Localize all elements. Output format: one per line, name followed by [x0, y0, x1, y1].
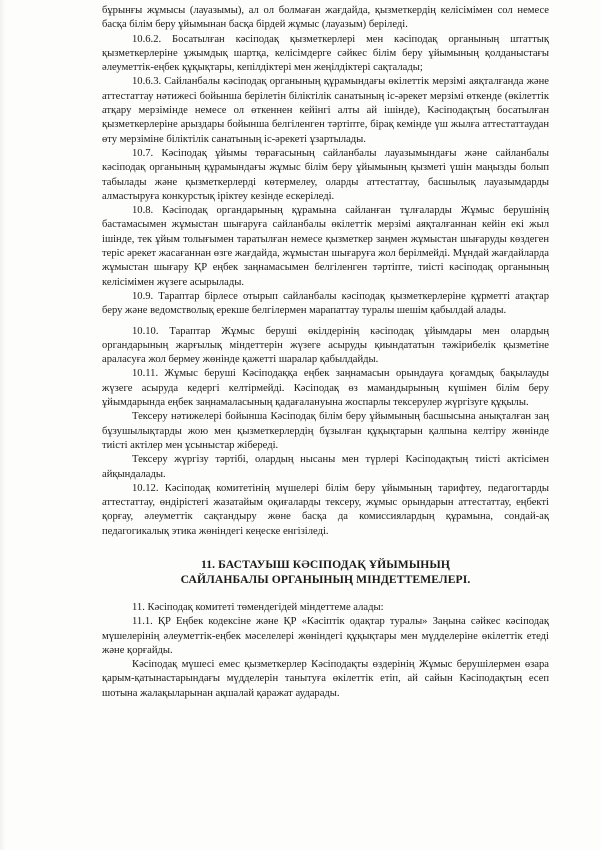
- paragraph-10-9: 10.9. Тараптар бірлесе отырып сайланбалы кәсіподақ қызметкерлеріне құрметті атақтар беру және ведомстволық ерекше белгілермен марапаттау туралы шешім қабылдай алады.: [102, 290, 549, 317]
- paragraph-continuation: бұрынғы жұмысы (лауазымы), ал ол болмаған жағдайда, қызметкердің келісімімен сол немесе басқа білім беру ұйымынан басқа бірдей жұмыс (лауазым) беріледі.: [102, 5, 549, 31]
- section-heading: [102, 557, 549, 587]
- paragraph-11: 11. Кәсіподақ комитеті төмендегідей міндеттеме алады:: [132, 601, 384, 613]
- paragraph-inspection-procedure: Тексеру жүргізу тәртібі, олардың нысаны мен түрлері Кәсіподақтың тиісті актісімен айқындалады.: [102, 454, 549, 480]
- paragraph-10-12: 10.12. Кәсіподақ комитетінің мүшелері білім беру ұйымының тарифтеу, педагогтарды аттестаттау, өндірістегі жазатайым оқиғаларды тексеру, жұмыс орындарын аттестаттау, еңбекті қорғау, әлеуметтік сақтандыру жөне басқа да комиссиялардың құрамына, сондай-ақ педагогикалық этика жөніндегі кеңеске енгізіледі.: [102, 482, 549, 537]
- paragraph-non-members: Кәсіподақ мүшесі емес қызметкерлер Кәсіподақты өздерінің Жұмыс берушілермен өзара қарым-қатынастарындағы мүдделерін танытуға өкілеттік етіп, ай сайын Кәсіподақтың есеп шотына жалақыларынан ақшалай қаражат аударады.: [102, 659, 549, 699]
- paragraph-10-6-3: 10.6.3. Сайланбалы кәсіподақ органының құрамындағы өкілеттік мерзімі аяқталғанда және аттестаттау нәтижесі бойынша берілетін біліктілік санатының іс-әрекет мерзімі өткенде (өкілеттік атқару мерзімінде немесе ол өткеннен кейінгі алты ай ішінде), Кәсіподақтың босатылған қызметкерлеріне арыздары бойынша белгіленген тәртіпте, бірақ кемінде үш жылға аттестаттаудан өту мерзіміне біліктілік санатының іс-әрекеті ұзартылады.: [102, 76, 549, 145]
- paragraph-10-8: 10.8. Кәсіподақ органдарының құрамына сайланған тұлғаларды Жұмыс берушінің бастамасымен жұмыстан шығаруға сайланбалы өкілеттік мерзімі аяқталғаннан кейін екі жыл ішінде, тек ұйым толығымен таратылған немесе қызметкер заңмен жұмыстан шығаруды көздеген теріс әрекет жасағаннан өзге жағдайда, жұмыстан шығаруға жол берілмейді. Мұндай жағдайларда жұмыстан шығару ҚР еңбек заңнамасымен белгіленген тәртіпте, тиісті кәсіподақ органының келісімімен жүзеге асырылады.: [102, 205, 549, 288]
- paragraph-10-6-2: 10.6.2. Босатылған кәсіподақ қызметкерлері мен кәсіподақ органының штаттық қызметкерлеріне ұжымдық шартқа, келісімдерге сәйкес білім беру ұйымының қолданыстағы әлеуметтік-еңбек құқықтары, кепілдіктері мен жеңілдіктері сақталады;: [102, 33, 549, 74]
- paragraph-inspection-results: Тексеру нәтижелері бойынша Кәсіподақ білім беру ұйымының басшысына анықталған заң бұзушылықтарды жою мен қызметкерлердің бұзылған құқықтарын қалпына келтіру жөнінде тиісті актілер мен ұсыныстар жібереді.: [102, 411, 549, 451]
- paragraph-10-7: 10.7. Кәсіподақ ұйымы төрағасының сайланбалы лауазымындағы және сайланбалы кәсіподақ органының құрамындағы жұмыс білім беру ұйымының қызметі үшін маңызды болып табылады және қызметкерлерді көтермелеу, оларды аттестаттау, басшылық лауазымдарды алмастыруға конкурстық іріктеу кезінде ескеріледі.: [102, 147, 549, 202]
- scan-shadow: [0, 0, 6, 850]
- section-heading-line2: САЙЛАНБАЛЫ ОРГАНЫНЫҢ МІНДЕТТЕМЕЛЕРІ.: [180, 572, 471, 586]
- paragraph-11-1: 11.1. ҚР Еңбек кодексіне және ҚР «Кәсіптік одақтар туралы» Заңына сәйкес кәсіподақ мүшелерінің әлеуметтік-еңбек мәселелері жөніндегі құқықтары мен мүдделеріне өкілеттік етеді және қорғайды.: [102, 616, 549, 656]
- paragraph-10-11: 10.11. Жұмыс беруші Кәсіподаққа еңбек заңнамасын орындауға қоғамдық бақылауды жүзеге асыруда кедергі келтірмейді. Кәсіподақ өз мамандырының күшімен білім беру ұйымдарында еңбек заңнамаласының қадағалануына жоспарлы тексерулер жүргізуге құқылы.: [102, 368, 549, 409]
- paragraph-10-10: 10.10. Тараптар Жұмыс беруші өкілдерінің кәсіподақ ұйымдары мен олардың органдарының жарғылық міндеттерін жүзеге асыруды қиындататын тәжірибелік қызметіне араласуға жол бермеу жөнінде қажетті шаралар қабылдайды.: [102, 325, 549, 366]
- section-heading-line1: 11. БАСТАУЫШ КӘСІПОДАҚ ҰЙЫМЫНЫҢ: [200, 557, 451, 571]
